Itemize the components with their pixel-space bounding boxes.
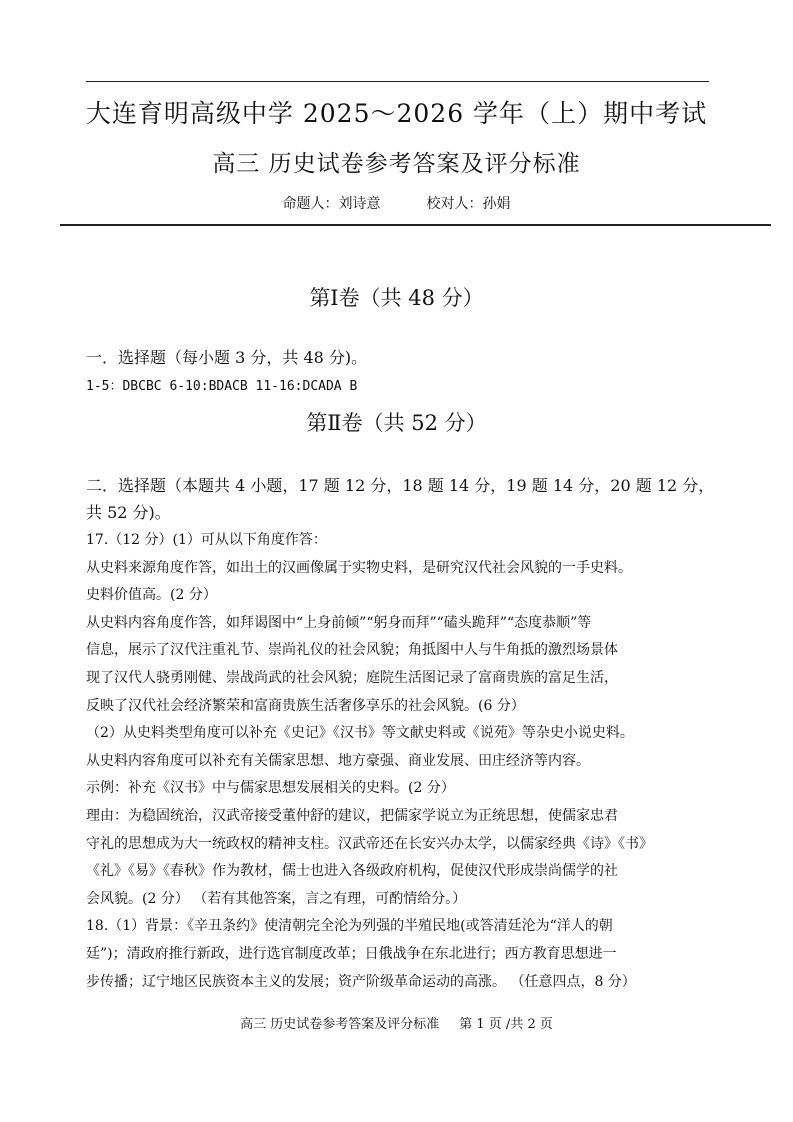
author-line [0,193,793,213]
answer-line: （2）从史料类型角度可以补充《史记》《汉书》等文献史料或《说苑》等杂史小说史料。 [86,725,634,742]
answer-line: 从史料来源角度作答，如出土的汉画像属于实物史料，是研究汉代社会风貌的一手史料。 [86,559,632,576]
part1-answers: 1-5：DBCBC 6-10:BDACB 11-16:DCADA B [86,379,358,394]
part2-heading: 第Ⅱ卷（共 52 分） [306,411,487,435]
answer-line: 信息，展示了汉代注重礼节、崇尚礼仪的社会风貌；角抵图中人与牛角抵的激烈场景体 [86,642,618,659]
part1-question-head: 一．选择题（每小题 3 分，共 48 分)。 [86,348,368,367]
answer-line: 从史料内容角度作答，如拜谒图中“上身前倾”“躬身而拜”“磕头跪拜”“态度恭顺”等 [86,614,592,631]
answer-line: 步传播；辽宁地区民族资本主义的发展；资产阶级革命运动的高涨。 （任意四点，8 分） [86,973,636,990]
answer-line: 廷”)；清政府推行新政，进行选官制度改革；日俄战争在东北进行；西方教育思想进一 [86,945,617,962]
part2-question-head: 二．选择题（本题共 4 小题，17 题 12 分，18 题 14 分，19 题 14 分，20 题 12 分，共 52 分)。 [86,476,715,522]
part1-heading: 第Ⅰ卷（共 48 分） [309,286,484,310]
header-rule [60,224,771,226]
answer-line: 守礼的思想成为大一统政权的精神支柱。汉武帝还在长安兴办太学，以儒家经典《诗》《书》 [86,835,653,852]
author: 命题人：刘诗意 [282,196,381,212]
page-footer [0,1013,793,1032]
footer-doc-title: 高三 历史试卷参考答案及评分标准 [240,1017,440,1032]
answer-body [86,527,716,996]
answer-line: 从史料内容角度可以补充有关儒家思想、地方豪强、商业发展、田庄经济等内容。 [86,752,590,769]
answer-line: 17.（12 分）(1）可从以下角度作答： [86,532,327,548]
answer-line: 现了汉代人骁勇刚健、崇战尚武的社会风貌；庭院生活图记录了富商贵族的富足生活， [86,669,618,686]
answer-line: 《礼》《易》《春秋》作为教材，儒士也进入各级政府机构，促使汉代形成崇尚儒学的社 [86,863,618,880]
answer-line: 史料价值高。(2 分） [86,587,217,604]
document-subtitle: 高三 历史试卷参考答案及评分标准 [212,151,581,177]
answer-line: 会风貌。(2 分） （若有其他答案，言之有理，可酌情给分。） [86,890,467,907]
answer-line: 理由：为稳固统治，汉武帝接受董仲舒的建议，把儒家学说立为正统思想，使儒家忠君 [86,807,618,824]
checker: 校对人：孙娟 [426,196,511,212]
answer-line: 反映了汉代社会经济繁荣和富商贵族生活奢侈享乐的社会风貌。(6 分） [86,697,525,714]
top-rule [86,81,709,82]
exam-title: 大连育明高级中学 2025～2026 学年（上）期中考试 [85,99,708,128]
answer-line: 18.（1）背景：《辛丑条约》使清朝完全沦为列强的半殖民地(或答清廷沦为“洋人的朝 [86,918,613,935]
answer-line: 示例：补充《汉书》中与儒家思想发展相关的史料。(2 分） [86,780,455,797]
page-number: 第 1 页 /共 2 页 [459,1017,553,1032]
